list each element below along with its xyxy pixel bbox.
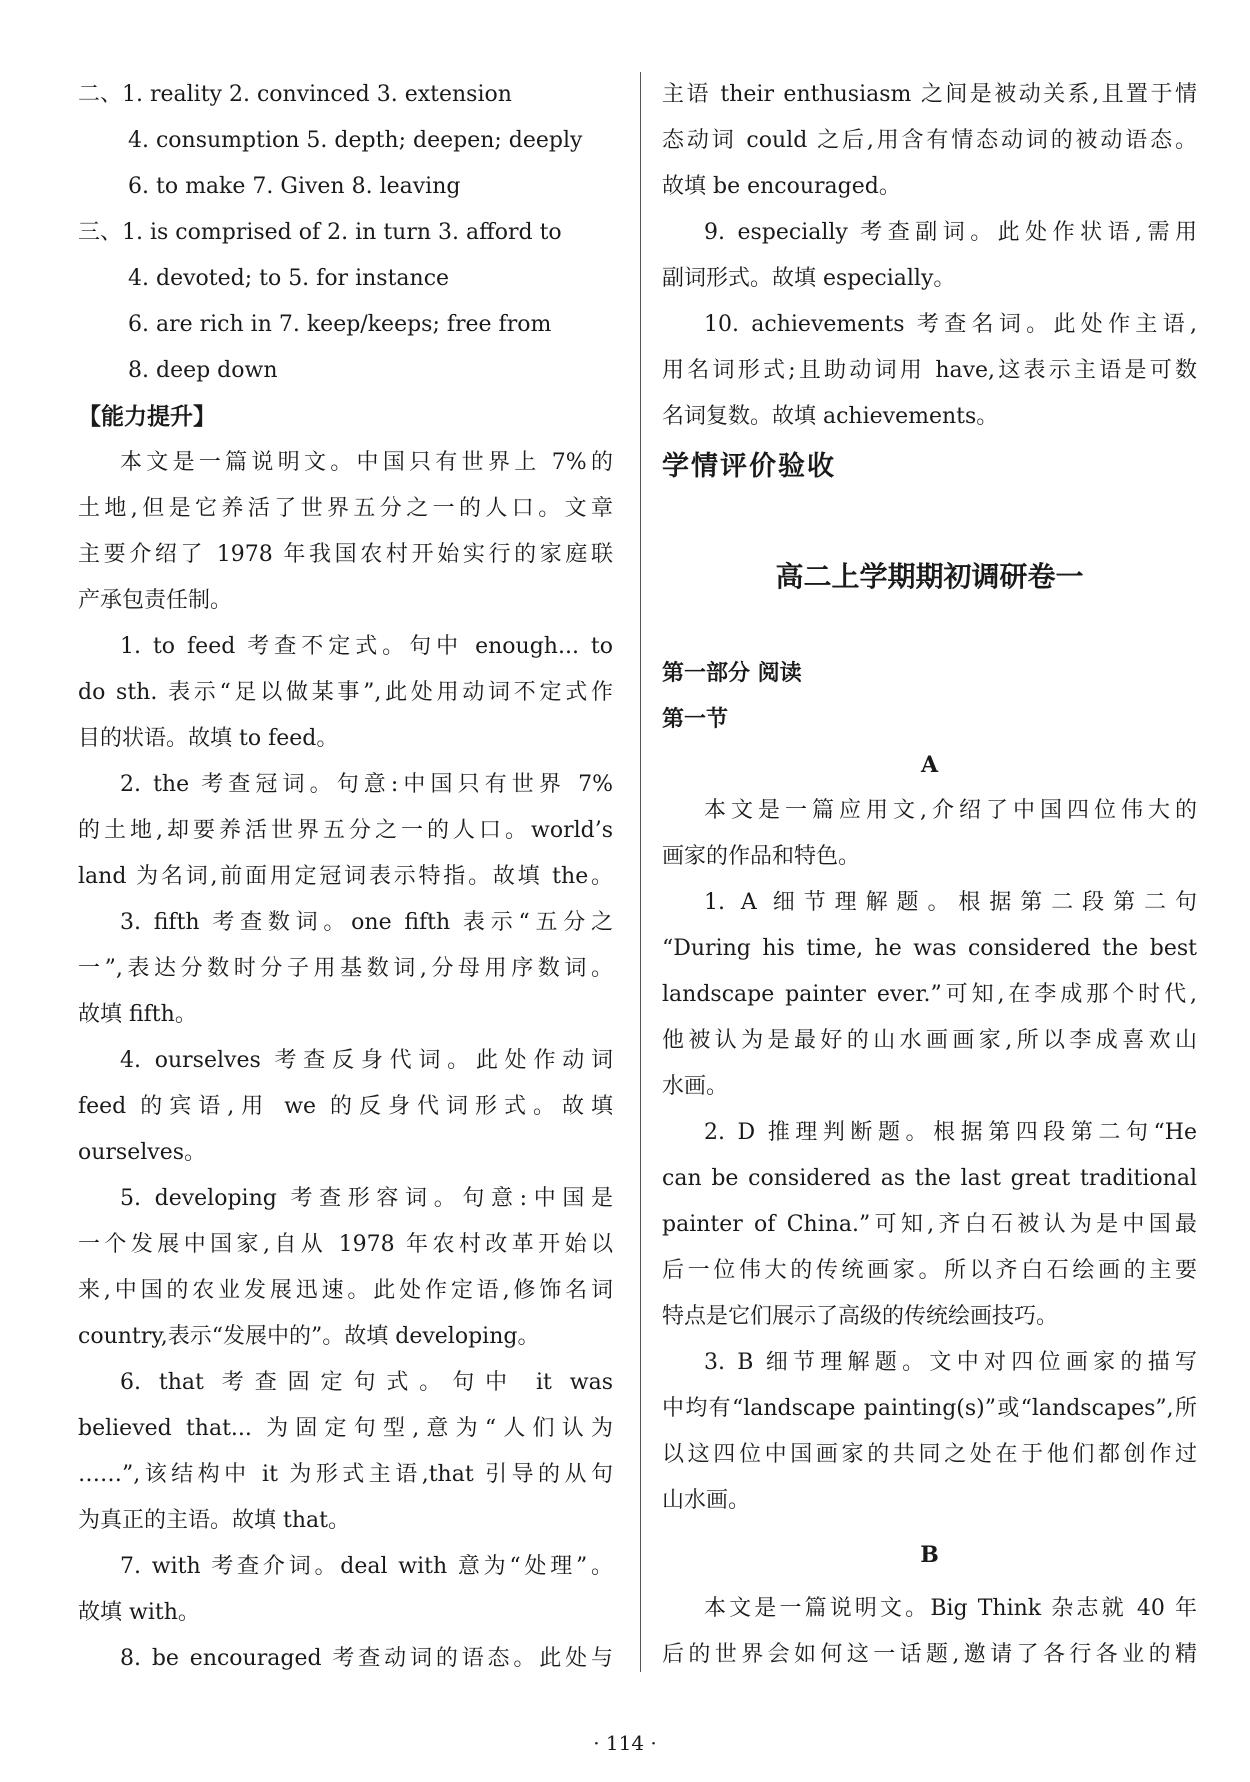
right-column-line: 用名词形式;且助动词用 have,这表示主语是可数 xyxy=(662,358,1197,383)
right-column-line: painter of China.”可知,齐白石被认为是中国最 xyxy=(662,1212,1197,1237)
right-column-line: 副词形式。故填 especially。 xyxy=(662,266,956,291)
left-column-line: 三、1. is comprised of 2. in turn 3. afford to xyxy=(78,220,562,245)
right-column-line: 态动词 could 之后,用含有情态动词的被动语态。 xyxy=(662,128,1197,153)
left-column-line: 来,中国的农业发展迅速。此处作定语,修饰名词 xyxy=(78,1278,613,1303)
left-column-line: 4. ourselves 考查反身代词。此处作动词 xyxy=(120,1048,613,1073)
right-column-line: 主语 their enthusiasm 之间是被动关系,且置于情 xyxy=(662,82,1197,107)
left-column-line: 为真正的主语。故填 that。 xyxy=(78,1508,350,1533)
left-column-line: 5. developing 考查形容词。句意:中国是 xyxy=(120,1186,613,1211)
right-column-line: 山水画。 xyxy=(662,1488,751,1513)
right-column-line: 第一部分 阅读 xyxy=(662,660,802,686)
right-column-line: 以这四位中国画家的共同之处在于他们都创作过 xyxy=(662,1442,1197,1467)
left-column-line: ……”,该结构中 it 为形式主语,that 引导的从句 xyxy=(78,1462,613,1487)
page-number: · 114 · xyxy=(593,1731,657,1755)
left-column-line: 7. with 考查介词。deal with 意为“处理”。 xyxy=(120,1554,613,1579)
left-column-line: 4. consumption 5. depth; deepen; deeply xyxy=(128,128,583,153)
left-column-line: 故填 fifth。 xyxy=(78,1002,197,1027)
right-column-line: 水画。 xyxy=(662,1074,729,1099)
left-column-line: feed 的宾语,用 we 的反身代词形式。故填 xyxy=(78,1094,613,1119)
right-column-line: 中均有“landscape painting(s)”或“landscapes”,所 xyxy=(662,1396,1197,1421)
left-column-line: country,表示“发展中的”。故填 developing。 xyxy=(78,1324,540,1349)
left-column-line: 二、1. reality 2. convinced 3. extension xyxy=(78,82,512,107)
left-column-line: 1. to feed 考查不定式。句中 enough... to xyxy=(120,634,613,659)
left-column-line: land 为名词,前面用定冠词表示特指。故填 the。 xyxy=(78,864,613,889)
right-column-line: 9. especially 考查副词。此处作状语,需用 xyxy=(704,220,1197,245)
left-column-line: 主要介绍了 1978 年我国农村开始实行的家庭联 xyxy=(78,542,613,567)
right-column-line: 名词复数。故填 achievements。 xyxy=(662,404,999,429)
left-column-line: 6. are rich in 7. keep/keeps; free from xyxy=(128,312,552,337)
right-column-line: 本文是一篇应用文,介绍了中国四位伟大的 xyxy=(704,798,1197,823)
right-column-line: 3. B 细节理解题。文中对四位画家的描写 xyxy=(704,1350,1197,1375)
right-column-line: 后一位伟大的传统画家。所以齐白石绘画的主要 xyxy=(662,1258,1197,1283)
left-column-line: 本文是一篇说明文。中国只有世界上 7%的 xyxy=(120,450,613,475)
left-column-line: 土地,但是它养活了世界五分之一的人口。文章 xyxy=(78,496,613,521)
left-column-line: do sth. 表示“足以做某事”,此处用动词不定式作 xyxy=(78,680,613,705)
right-column-line: 1. A 细节理解题。根据第二段第二句 xyxy=(704,890,1197,915)
left-column-line: 一”,表达分数时分子用基数词,分母用序数词。 xyxy=(78,956,613,981)
left-column-line: 故填 with。 xyxy=(78,1600,200,1625)
left-column-line: believed that... 为固定句型,意为“人们认为 xyxy=(78,1416,613,1441)
left-column-line: 6. to make 7. Given 8. leaving xyxy=(128,174,461,199)
left-column-line: 的土地,却要养活世界五分之一的人口。world’s xyxy=(78,818,613,843)
right-column-line: 特点是它们展示了高级的传统绘画技巧。 xyxy=(662,1304,1059,1329)
left-column-line: 8. deep down xyxy=(128,358,278,383)
right-column-line: A xyxy=(920,752,939,778)
right-column-line: 高二上学期期初调研卷一 xyxy=(775,560,1084,593)
column-divider xyxy=(640,72,641,1672)
right-column-line: 10. achievements 考查名词。此处作主语, xyxy=(704,312,1197,337)
left-column-line: 一个发展中国家,自从 1978 年农村改革开始以 xyxy=(78,1232,613,1257)
right-column-line: 2. D 推理判断题。根据第四段第二句“He xyxy=(704,1120,1197,1145)
left-column-line: 产承包责任制。 xyxy=(78,588,233,613)
right-column-line: landscape painter ever.”可知,在李成那个时代, xyxy=(662,982,1197,1007)
right-column-line: 故填 be encouraged。 xyxy=(662,174,901,199)
left-column-line: 2. the 考查冠词。句意:中国只有世界 7% xyxy=(120,772,613,797)
left-column-line: 8. be encouraged 考查动词的语态。此处与 xyxy=(120,1646,613,1671)
left-column-line: 【能力提升】 xyxy=(78,403,216,430)
left-column-line: 目的状语。故填 to feed。 xyxy=(78,726,339,751)
right-column-line: 画家的作品和特色。 xyxy=(662,844,861,869)
right-column-line: 本文是一篇说明文。Big Think 杂志就 40 年 xyxy=(704,1596,1197,1621)
right-column-line: 他被认为是最好的山水画画家,所以李成喜欢山 xyxy=(662,1028,1197,1053)
left-column-line: 6. that 考查固定句式。句中 it was xyxy=(120,1370,613,1395)
right-column-line: B xyxy=(920,1542,939,1568)
right-column-line: 学情评价验收 xyxy=(662,451,836,482)
left-column-line: 4. devoted; to 5. for instance xyxy=(128,266,450,291)
right-column-line: 后的世界会如何这一话题,邀请了各行各业的精 xyxy=(662,1642,1197,1667)
right-column-line: 第一节 xyxy=(662,706,729,732)
right-column-line: “During his time, he was considered the best xyxy=(662,936,1197,961)
left-column-line: ourselves。 xyxy=(78,1140,207,1165)
right-column-line: can be considered as the last great traditional xyxy=(662,1166,1197,1191)
left-column-line: 3. fifth 考查数词。one fifth 表示“五分之 xyxy=(120,910,613,935)
